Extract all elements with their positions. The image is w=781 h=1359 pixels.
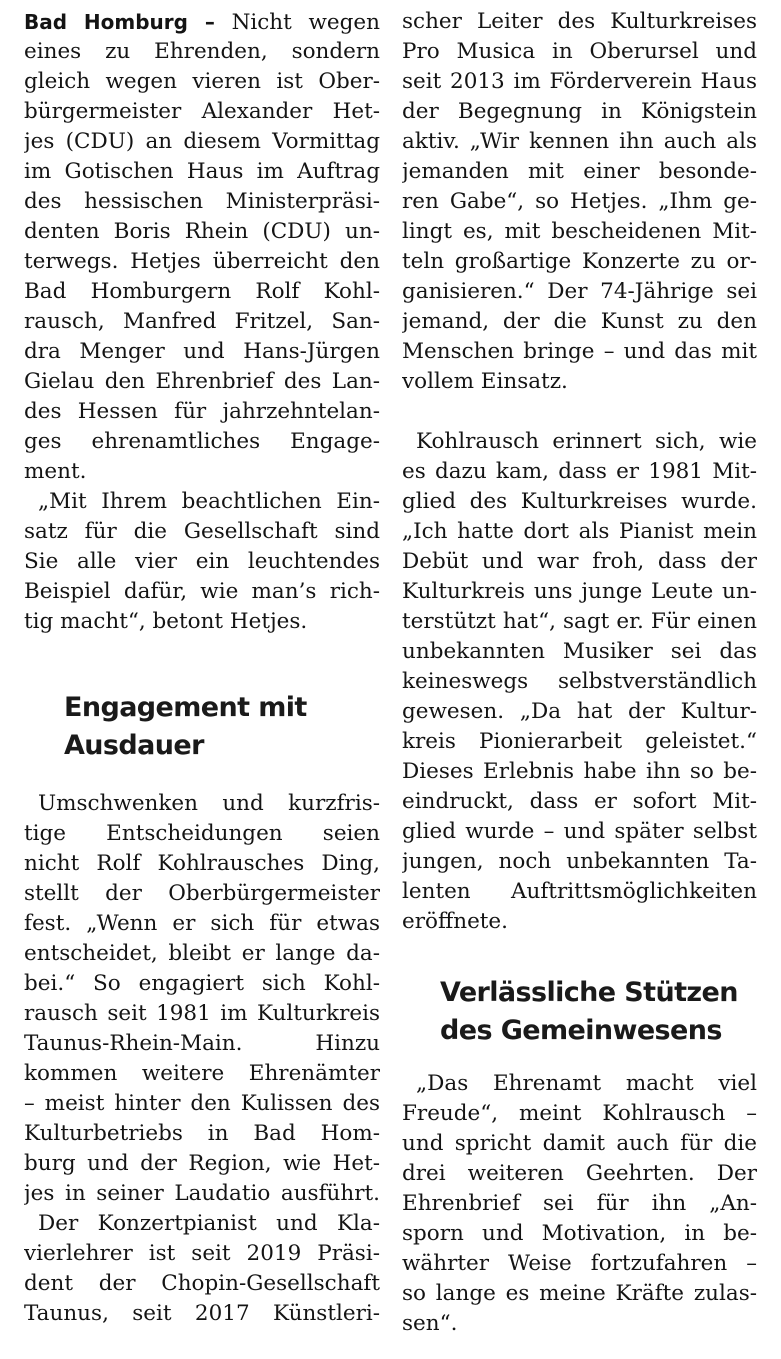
body-line: rausch, Manfred Fritzel, San- [24, 309, 380, 334]
body-line: Beispiel dafür, wie man’s rich- [24, 579, 380, 604]
body-line: tig macht“, betont Hetjes. [24, 609, 308, 634]
body-line: aktiv. „Wir kennen ihn auch als [402, 129, 757, 154]
body-line: vollem Einsatz. [402, 369, 568, 394]
body-line: Freude“, meint Kohlrausch – [402, 1101, 757, 1126]
body-line: Sie alle vier ein leuchtendes [24, 549, 380, 574]
body-line: eröffnete. [402, 909, 508, 934]
body-line: bürgermeister Alexander Het- [24, 99, 380, 124]
body-line: – meist hinter den Kulissen des [24, 1091, 380, 1116]
body-line: jes (CDU) an diesem Vormittag [24, 129, 380, 154]
body-line: Kulturbetriebs in Bad Hom- [24, 1121, 380, 1146]
body-line: stellt der Oberbürgermeister [24, 881, 380, 906]
body-line: „Das Ehrenamt macht viel [416, 1071, 757, 1096]
body-line: ment. [24, 459, 87, 484]
body-line: tige Entscheidungen seien [24, 821, 380, 846]
body-line: teln großartige Konzerte zu or- [402, 249, 757, 274]
body-line: Taunus, seit 2017 Künstleri- [24, 1301, 380, 1326]
body-line: keineswegs selbstverständlich [402, 669, 757, 694]
body-line: sen“. [402, 1311, 458, 1336]
body-line: nicht Rolf Kohlrausches Ding, [24, 851, 380, 876]
body-line: seit 2013 im Förderverein Haus [402, 69, 757, 94]
body-line: der Begegnung in Königstein [402, 99, 757, 124]
body-line: es dazu kam, dass er 1981 Mit- [402, 459, 757, 484]
body-line: unbekannten Musiker sei das [402, 639, 757, 664]
body-line: jemanden mit einer besonde- [402, 159, 757, 184]
body-line: Bad Homburg – Nicht wegen [24, 10, 380, 35]
body-line: kreis Pionierarbeit geleistet.“ [402, 729, 757, 754]
body-line: Gielau den Ehrenbrief des Lan- [24, 369, 380, 394]
body-line: so lange es meine Kräfte zulas- [402, 1281, 757, 1306]
body-line: „Ich hatte dort als Pianist mein [402, 519, 757, 544]
body-line: im Gotischen Haus im Auftrag [24, 159, 380, 184]
body-line: jungen, noch unbekannten Ta- [402, 849, 757, 874]
body-line: des hessischen Ministerpräsi- [24, 189, 380, 214]
body-line: jemand, der die Kunst zu den [402, 309, 757, 334]
body-line: terwegs. Hetjes überreicht den [24, 249, 380, 274]
body-line: Debüt und war froh, dass der [402, 549, 757, 574]
body-line: Kohlrausch erinnert sich, wie [416, 429, 757, 454]
body-line: des Hessen für jahrzehntelan- [24, 399, 380, 424]
body-line: drei weiteren Geehrten. Der [402, 1161, 757, 1186]
subheading: Engagement mit Ausdauer [64, 692, 307, 761]
body-line: „Mit Ihrem beachtlichen Ein- [38, 489, 380, 514]
body-line: jes in seiner Laudatio ausführt. [24, 1181, 380, 1206]
body-line: satz für die Gesellschaft sind [24, 519, 380, 544]
body-line: eines zu Ehrenden, sondern [24, 39, 380, 64]
body-line: währter Weise fortzufahren – [402, 1251, 757, 1276]
body-line: Bad Homburgern Rolf Kohl- [24, 279, 380, 304]
body-line: Dieses Erlebnis habe ihn so be- [402, 759, 757, 784]
body-line: gewesen. „Da hat der Kultur- [402, 699, 757, 724]
body-line: vierlehrer ist seit 2019 Präsi- [24, 1241, 380, 1266]
body-line: Ehrenbrief sei für ihn „An- [402, 1191, 757, 1216]
body-line: und spricht damit auch für die [402, 1131, 757, 1156]
subheading: Verlässliche Stützen des Gemeinwesens [440, 977, 738, 1046]
body-line: sporn und Motivation, in be- [402, 1221, 757, 1246]
dateline: Bad Homburg – [24, 10, 215, 34]
body-line: Umschwenken und kurzfris- [38, 791, 380, 816]
body-line: burg und der Region, wie Het- [24, 1151, 380, 1176]
body-line: glied des Kulturkreises wurde. [402, 489, 757, 514]
body-line: Pro Musica in Oberursel und [402, 39, 757, 64]
body-line: scher Leiter des Kulturkreises [402, 9, 757, 34]
body-line: dent der Chopin-Gesellschaft [24, 1271, 380, 1296]
body-line: ges ehrenamtliches Engage- [24, 429, 380, 454]
body-line: bei.“ So engagiert sich Kohl- [24, 971, 380, 996]
body-line: Der Konzertpianist und Kla- [38, 1211, 380, 1236]
body-line: ren Gabe“, so Hetjes. „Ihm ge- [402, 189, 757, 214]
body-line: denten Boris Rhein (CDU) un- [24, 219, 380, 244]
body-line: glied wurde – und später selbst [402, 819, 757, 844]
body-line: gleich wegen vieren ist Ober- [24, 69, 380, 94]
body-line: ganisieren.“ Der 74-Jährige sei [402, 279, 757, 304]
body-line: eindruckt, dass er sofort Mit- [402, 789, 757, 814]
body-line: fest. „Wenn er sich für etwas [24, 911, 380, 936]
body-line: lingt es, mit bescheidenen Mit- [402, 219, 757, 244]
body-line: lenten Auftrittsmöglichkeiten [402, 879, 757, 904]
body-line: rausch seit 1981 im Kulturkreis [24, 1001, 380, 1026]
body-line: entscheidet, bleibt er lange da- [24, 941, 380, 966]
body-line: dra Menger und Hans-Jürgen [24, 339, 380, 364]
body-line: Kulturkreis uns junge Leute un- [402, 579, 757, 604]
body-line: terstützt hat“, sagt er. Für einen [402, 609, 757, 634]
body-line: Taunus-Rhein-Main. Hinzu [24, 1031, 380, 1056]
body-line: kommen weitere Ehrenämter [24, 1061, 380, 1086]
body-line: Menschen bringe – und das mit [402, 339, 757, 364]
